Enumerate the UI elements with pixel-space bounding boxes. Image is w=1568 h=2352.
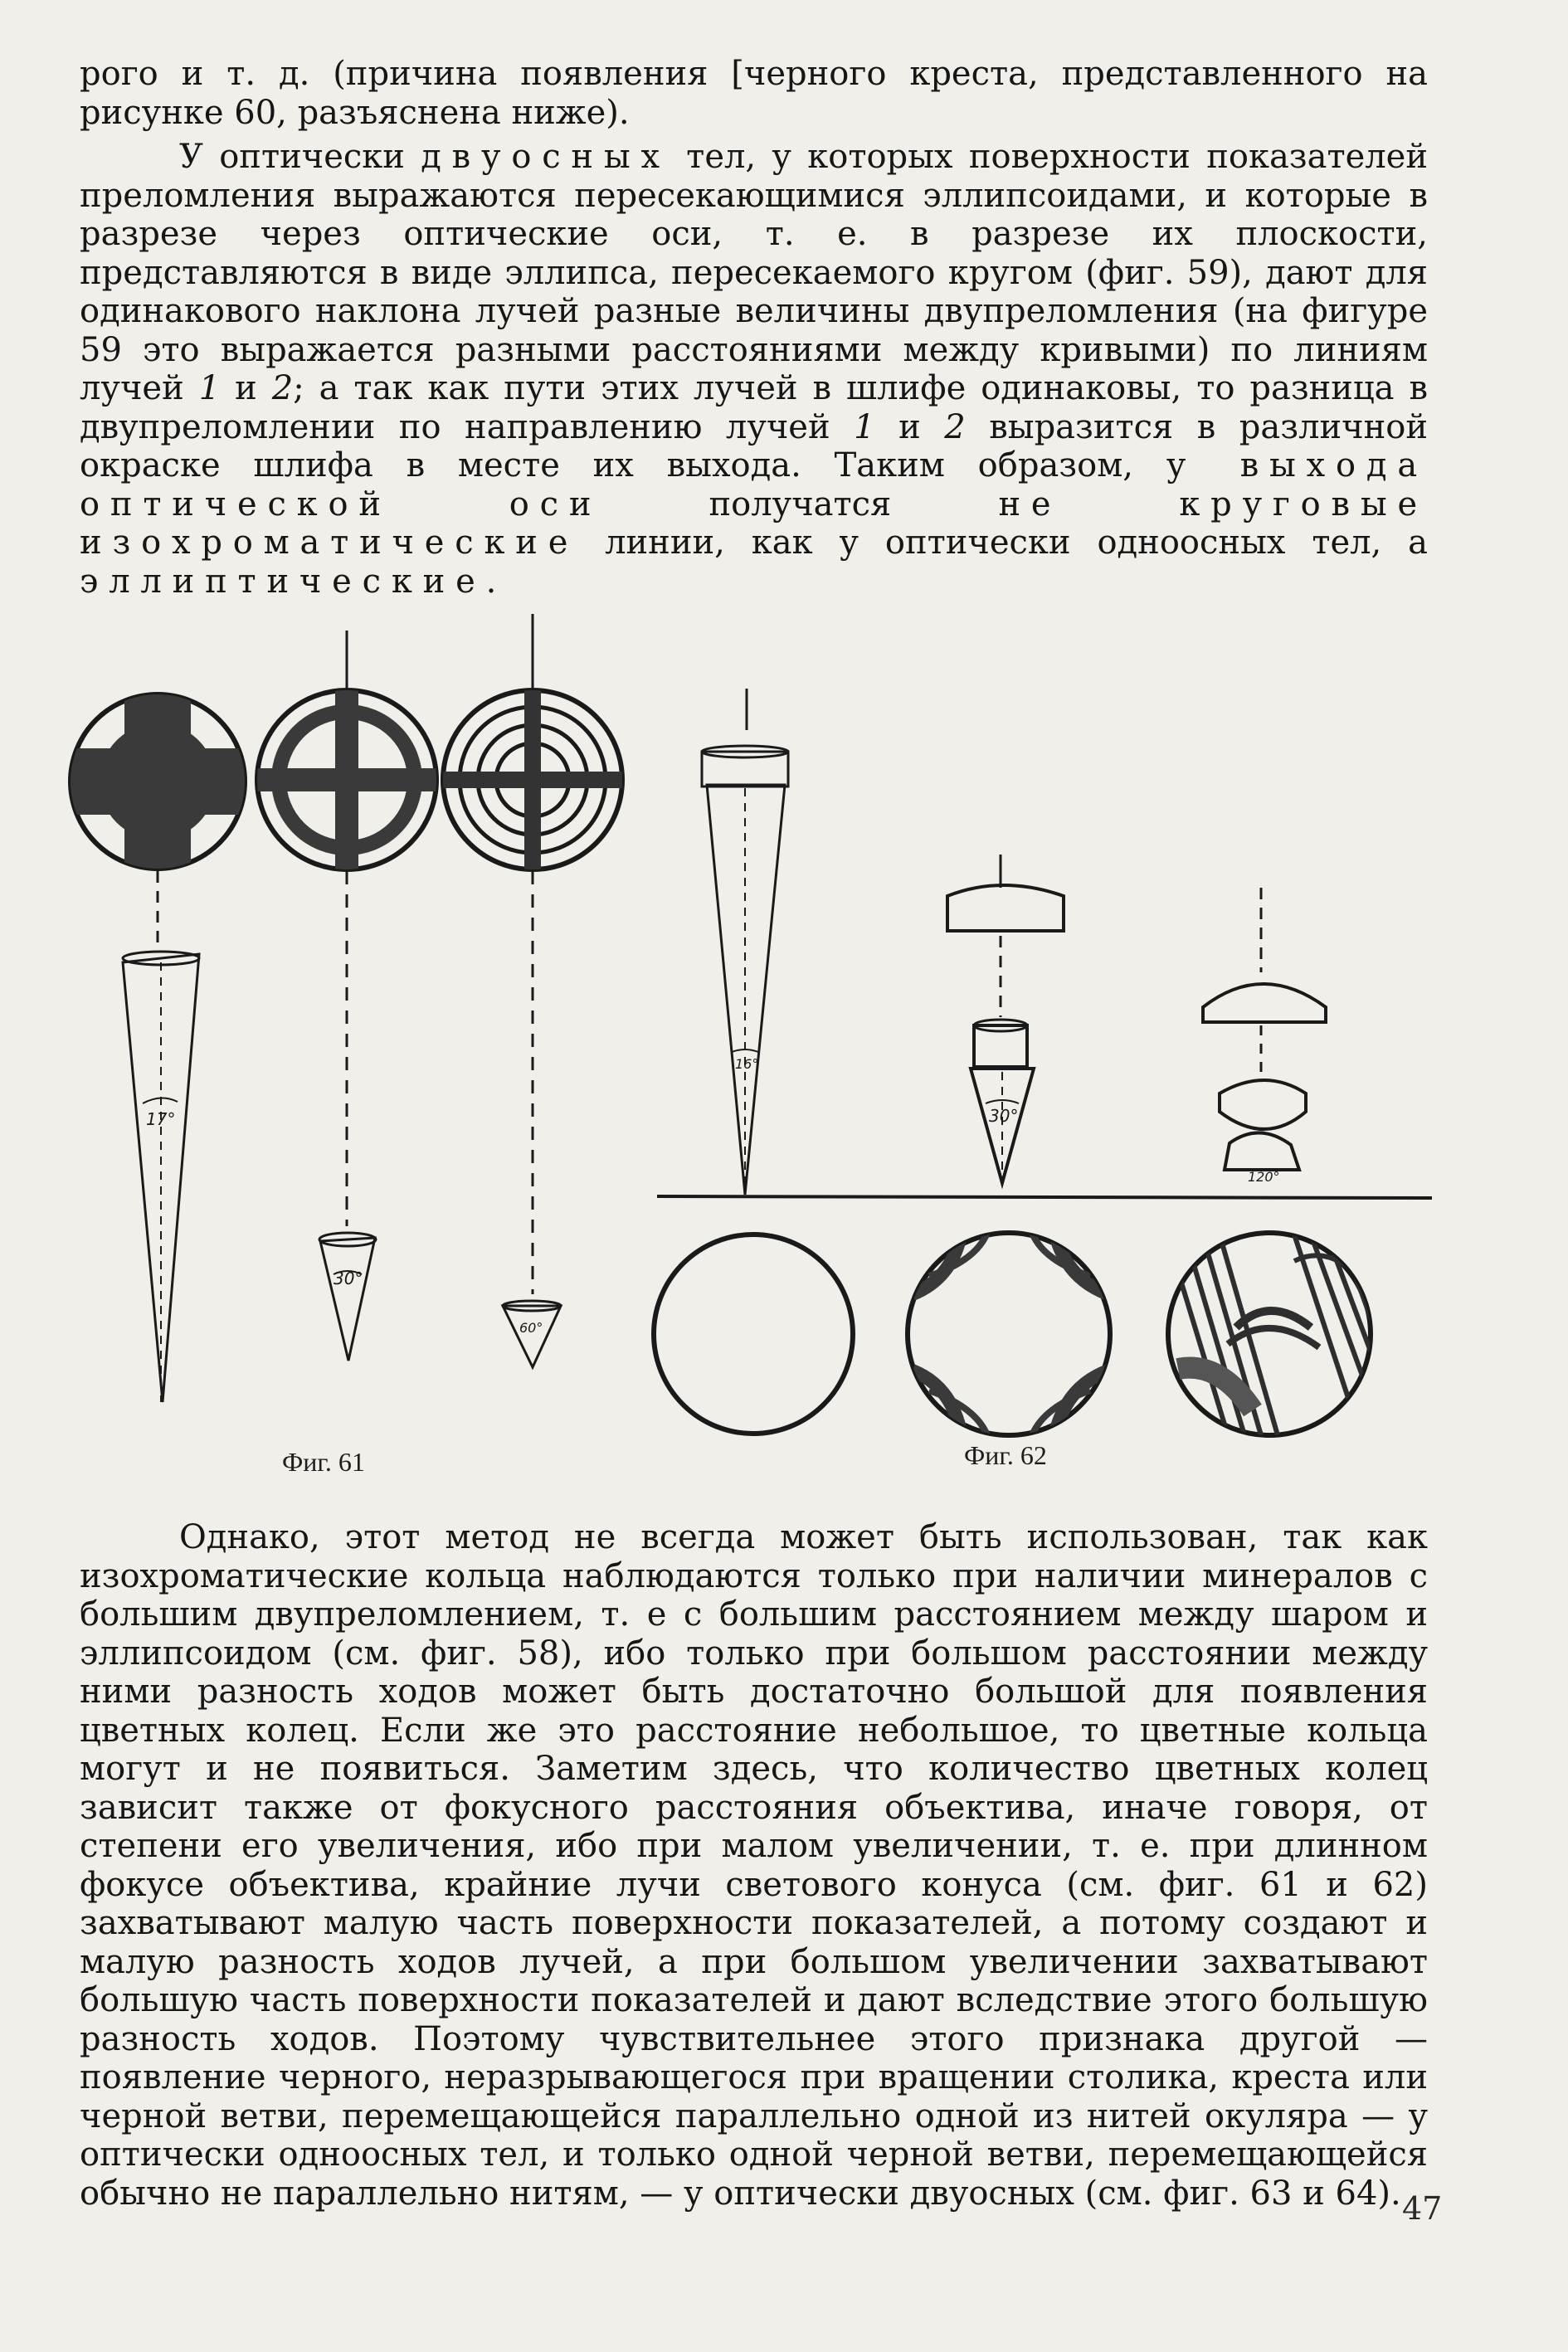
text-segment: двуосных bbox=[421, 138, 670, 176]
fig61-cone-60 bbox=[503, 1306, 561, 1367]
fig62-interference-figure-1 bbox=[654, 1233, 855, 1444]
text-segment: и bbox=[220, 369, 272, 407]
fig62-baseline bbox=[657, 1196, 1432, 1198]
text-segment: тел, у которых поверхности показателей преломления выражаются пересекающимися эллипсоидами, и которые в разрезе через оптические оси, т. е. в разрезе их плоскости, представляются в виде эллипса, пересекаемого кругом (фиг. 59), дают для одинакового наклона лучей разные величины двупреломления (на фигуре 59 это выражается разными расстояниями между кривыми) по линиям лучей bbox=[80, 138, 1429, 407]
fig62-column-120 bbox=[1203, 888, 1326, 1170]
text-segment: ; а так как пути этих лучей в шлифе одинаковы, то разница в двупреломлении по направлению лучей bbox=[80, 369, 1429, 446]
text-segment: эллиптические bbox=[80, 562, 486, 601]
text-segment: рого и т. д. (причина появления [черного креста, представленного на рисунке 60, разъяснена ниже). bbox=[80, 55, 1428, 132]
fig62-interference-figure-2 bbox=[908, 1228, 1110, 1440]
fig61-column-30 bbox=[257, 631, 436, 1361]
text-segment: Однако, этот метод не всегда может быть использован, так как изохроматические кольца наблюдаются только при наличии минералов с большим двупреломлением, т. е с большим расстоянием между шаром и эллипсоидом (см. фиг. 58), ибо только при большом расстоянии между ними разность ходов может быть достаточно большой для появления цветных колец. Если же это расстояние небольшое, то цветные кольца могут и не появиться. Заметим здесь, что количество цветных колец зависит также от фокусного расстояния объектива, иначе говоря, от степени его увеличения, ибо при малом увеличении, т. е. при длинном фокусе объектива, крайние лучи светового конуса (см. фиг. 61 и 62) захватывают малую часть поверхности показателей, а потому создают и малую разность ходов лучей, а при большом увеличении захватывают большую часть поверхности показателей и дают вследствие этого большую разность ходов. Поэтому чувствительнее этого признака другой — появление черного, неразрывающегося при вращении столика, креста или черной ветви, перемещающейся параллельно одной из нитей окуляра — у оптически одноосных тел, и только одной черной ветви, перемещающейся обычно не параллельно нитям, — у оптически двуосных (см. фиг. 63 и 64). bbox=[80, 1518, 1428, 2213]
fig61-angle-label-3: 60° bbox=[519, 1320, 543, 1336]
text-segment: 1 bbox=[198, 369, 221, 407]
fig62-caption: Фиг. 62 bbox=[964, 1440, 1047, 1470]
fig62-interference-figure-3 bbox=[1168, 1233, 1377, 1435]
fig62-diagram bbox=[654, 689, 1432, 1444]
text-segment: у выхода оптической оси bbox=[80, 446, 1428, 523]
text-segment: линии, как у оптически одноосных тел, а bbox=[578, 523, 1428, 562]
fig61-column-17 bbox=[65, 689, 251, 1402]
text-segment: 2 bbox=[271, 369, 294, 407]
text-segment: У оптически bbox=[179, 138, 421, 176]
fig61-angle-label-2: 30° bbox=[334, 1269, 363, 1288]
fig62-column-16 bbox=[702, 746, 788, 1195]
fig61-column-60 bbox=[443, 614, 622, 1367]
fig62-angle-label-2: 30° bbox=[989, 1106, 1019, 1126]
fig61-angle-label-1: 17° bbox=[146, 1109, 176, 1129]
text-segment: получатся bbox=[601, 485, 999, 523]
text-segment: не круговые изохроматические bbox=[80, 485, 1428, 562]
fig62-angle-label-3: 120° bbox=[1248, 1169, 1280, 1185]
text-segment: . bbox=[485, 562, 497, 601]
fig62-angle-label-1: 16° bbox=[735, 1056, 759, 1072]
fig61-cone-30 bbox=[320, 1238, 375, 1361]
fig61-caption: Фиг. 61 bbox=[282, 1447, 365, 1477]
text-segment: выразится в различной окраске шлифа в месте их выхода. Таким образом, bbox=[80, 407, 1428, 485]
text-segment: и bbox=[874, 407, 945, 446]
page-number: 47 bbox=[1402, 2190, 1443, 2227]
text-segment: 1 bbox=[854, 407, 875, 446]
text-segment: 2 bbox=[944, 407, 966, 446]
fig62-column-30 bbox=[947, 855, 1064, 1183]
